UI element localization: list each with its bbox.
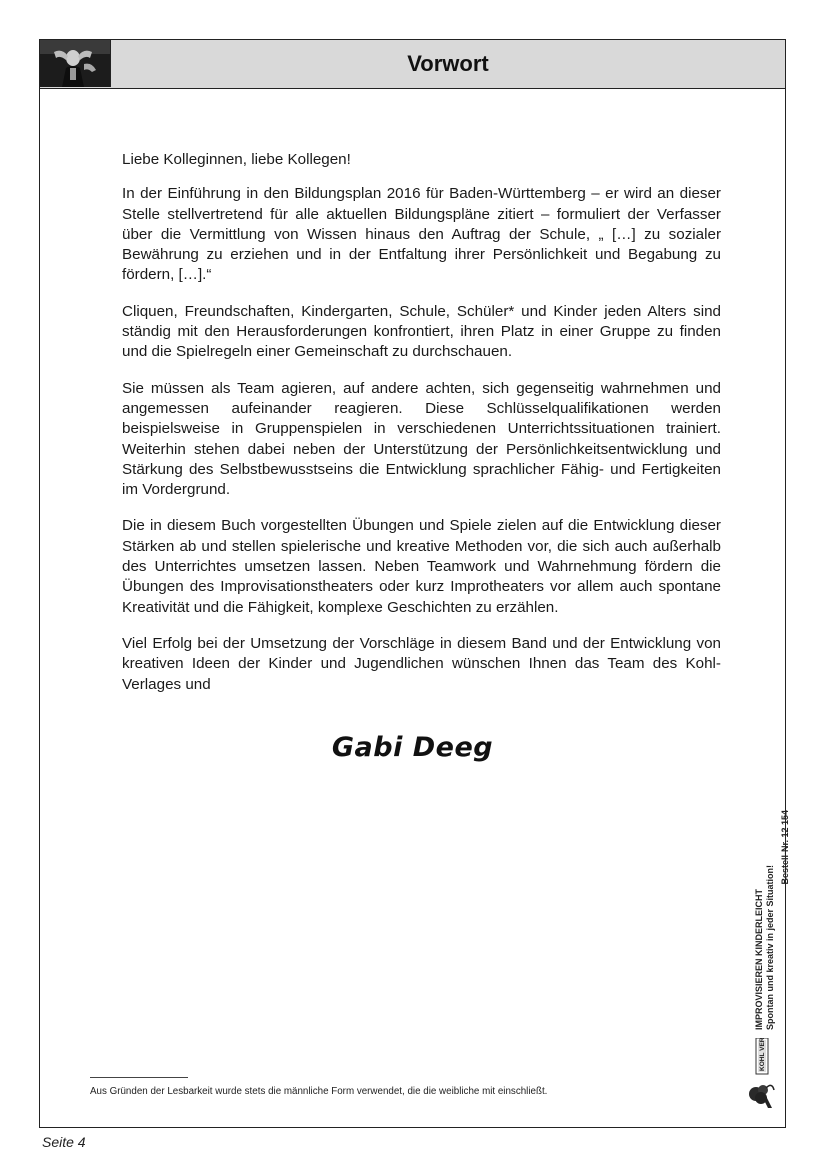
foreword-text [122, 150, 721, 711]
page-header [40, 40, 785, 89]
book-title: IMPROVISIEREN KINDERLEICHT [754, 888, 764, 1030]
paragraph-3: Sie müssen als Team agieren, auf andere achten, sich gegenseitig wahrnehmen und angemessen aufeinander reagieren. Diese Schlüsselqualifikationen werden beispielsweise in Gruppenspielen in verschiedenen Unterrichtssituationen trainiert. Weiterhin stehen dabei neben der Unterstützung der Persönlichkeitsentwicklung und Stärkung des Selbstbewusstseins die Entwicklung sprachlicher Fähig- und Fertigkeiten im Vordergrund. [122, 379, 721, 499]
order-number: – Bestell-Nr. 12 154 [780, 809, 790, 892]
paragraph-1: In der Einführung in den Bildungsplan 2016 für Baden-Württemberg – er wird an dieser Stelle stellvertretend für alle aktuellen Bildungspläne zitiert – formuliert der Verfasser über die Vermittlung von Wissen hinaus den Auftrag der Schule, „ […] zu sozialer Bewährung zu erziehen und in der Entfaltung ihrer Persönlichkeit und Begabung zu fördern, […].“ [122, 185, 721, 284]
paragraph-5: Viel Erfolg bei der Umsetzung der Vorschläge in diesem Band und der Entwicklung von kreativen Ideen der Kinder und Jugendlichen wünschen Ihnen das Team des Kohl-Verlages und [122, 634, 721, 693]
page-frame [39, 39, 790, 1128]
greeting: Liebe Kolleginnen, liebe Kollegen! [122, 151, 351, 168]
publisher-logo [746, 1038, 778, 1110]
svg-text:KOHL VERLAG: KOHL VERLAG [759, 1038, 766, 1071]
kohl-verlag-logo-icon [746, 1038, 778, 1110]
page-number: Seite 4 [42, 1134, 86, 1150]
header-photo [40, 40, 111, 87]
paragraph-2: Cliquen, Freundschaften, Kindergarten, Schule, Schüler* und Kinder jeden Alters sind ständig mit den Herausforderungen konfrontiert, ihren Platz in einer Gruppe zu finden und die Spielregeln einer Gemeinschaft zu durchschauen. [122, 302, 721, 361]
page-title: Vorwort [407, 50, 489, 76]
book-subtitle: Spontan und kreativ in jeder Situation! [765, 864, 775, 1030]
side-book-info-text [754, 865, 776, 1030]
performer-photo-icon [40, 40, 111, 87]
footnote-divider [90, 1077, 188, 1078]
footnote: Aus Gründen der Lesbarkeit wurde stets die männliche Form verwendet, die die weibliche mit einschließt. [90, 1086, 548, 1097]
paragraph-4: Die in diesem Buch vorgestellten Übungen und Spiele zielen auf die Entwicklung dieser Stärken ab und stellen spielerische und kreative Methoden vor, die sich auch außerhalb des Unterrichtes umsetzen lassen. Neben Teamwork und Wahrnehmung fördern die Übungen des Improvisationstheaters oder kurz Improtheaters vor allem auch spontane Kreativität und die Fähigkeit, komplexe Geschichten zu erzählen. [122, 517, 721, 616]
signature: Gabi Deeg [331, 732, 494, 763]
